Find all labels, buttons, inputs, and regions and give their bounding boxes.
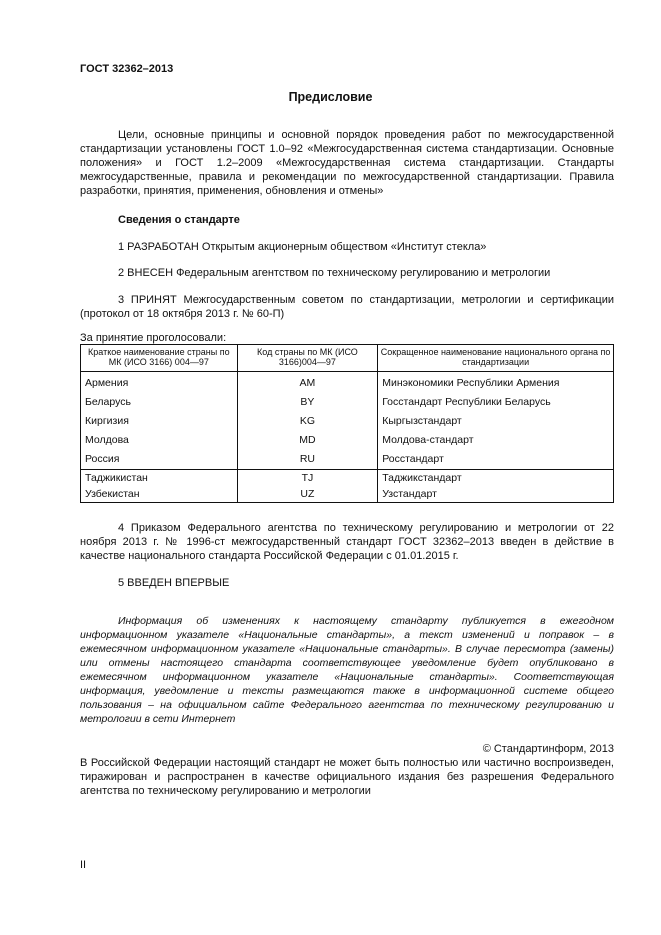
- reproduction-notice: В Российской Федерации настоящий стандарт не может быть полностью или частично воспроизведен, тиражирован и распространен в качестве официального издания без разрешения Федерального агентства по техническому регулированию и метрологии: [80, 757, 614, 797]
- cell-body: Узстандарт: [378, 486, 614, 503]
- cell-country: Молдова: [81, 431, 238, 450]
- cell-country: Киргизия: [81, 412, 238, 431]
- cell-body: Минэкономики Республики Армения: [378, 372, 614, 394]
- cell-body: Таджикстандарт: [378, 470, 614, 487]
- cell-code: MD: [237, 431, 378, 450]
- cell-country: Таджикистан: [81, 470, 238, 487]
- cell-country: Беларусь: [81, 393, 238, 412]
- item-first-introduced: 5 ВВЕДЕН ВПЕРВЫЕ: [118, 577, 230, 589]
- item-enacted: 4 Приказом Федерального агентства по техническому регулированию и метрологии от 22 ноября 2013 г. № 1996-ст межгосударственный стандарт ГОСТ 32362–2013 введен в действие в качестве национального стандарта Российской Федерации с 01.01.2015 г.: [80, 522, 614, 562]
- voted-label: За принятие проголосовали:: [80, 332, 227, 344]
- table-row: [81, 412, 614, 431]
- cell-body: Молдова-стандарт: [378, 431, 614, 450]
- cell-body: Росстандарт: [378, 450, 614, 470]
- cell-code: AM: [237, 372, 378, 394]
- table-row: [81, 431, 614, 450]
- header-standards-body: Сокращенное наименование национального органа по стандартизации: [378, 345, 614, 372]
- cell-body: Госстандарт Республики Беларусь: [378, 393, 614, 412]
- member-states-table: [80, 344, 614, 503]
- table-row: [81, 486, 614, 503]
- page-number: II: [80, 859, 87, 871]
- table-row: [81, 470, 614, 487]
- copyright-notice: © Стандартинформ, 2013: [482, 743, 614, 755]
- cell-country: Армения: [81, 372, 238, 394]
- cell-body: Кыргызстандарт: [378, 412, 614, 431]
- header-country-name: Краткое наименование страны по МК (ИСО 3166) 004—97: [81, 345, 238, 372]
- cell-country: Узбекистан: [81, 486, 238, 503]
- header-country-code: Код страны по МК (ИСО 3166)004—97: [237, 345, 378, 372]
- table-row: [81, 450, 614, 470]
- cell-code: KG: [237, 412, 378, 431]
- item-adopted: 3 ПРИНЯТ Межгосударственным советом по стандартизации, метрологии и сертификации (протокол от 18 октября 2013 г. № 60-П): [80, 294, 614, 320]
- table-header-row: [81, 345, 614, 372]
- table-row: [81, 393, 614, 412]
- cell-code: TJ: [237, 470, 378, 487]
- cell-code: UZ: [237, 486, 378, 503]
- cell-code: BY: [237, 393, 378, 412]
- intro-paragraph: Цели, основные принципы и основной порядок проведения работ по межгосударственной стандартизации установлены ГОСТ 1.0–92 «Межгосударственная система стандартизации. Основные положения» и ГОСТ 1.2–2009 «Межгосударственная система стандартизации. Стандарты межгосударственные, правила и рекомендации по межгосударственной стандартизации. Правила разработки, принятия, применения, обновления и отмены»: [80, 129, 614, 197]
- item-developed: 1 РАЗРАБОТАН Открытым акционерным обществом «Институт стекла»: [118, 241, 487, 253]
- changes-info-paragraph: Информация об изменениях к настоящему стандарту публикуется в ежегодном информационном указателе «Национальные стандарты», а текст изменений и поправок – в ежемесячном информационном указателе «Национальные стандарты». В случае пересмотра (замены) или отмены настоящего стандарта соответствующее уведомление будет опубликовано в ежемесячном информационном указателе «Национальные стандарты». Соответствующая информация, уведомление и тексты размещаются также в информационной системе общего пользования – на официальном сайте Федерального агентства по техническому регулированию и метрологии в сети Интернет: [80, 615, 614, 725]
- document-number: ГОСТ 32362–2013: [80, 63, 174, 75]
- item-introduced: 2 ВНЕСЕН Федеральным агентством по техническому регулированию и метрологии: [118, 267, 551, 279]
- section-heading: Сведения о стандарте: [118, 214, 240, 226]
- table-row: [81, 372, 614, 394]
- page-title: Предисловие: [288, 90, 373, 104]
- cell-code: RU: [237, 450, 378, 470]
- cell-country: Россия: [81, 450, 238, 470]
